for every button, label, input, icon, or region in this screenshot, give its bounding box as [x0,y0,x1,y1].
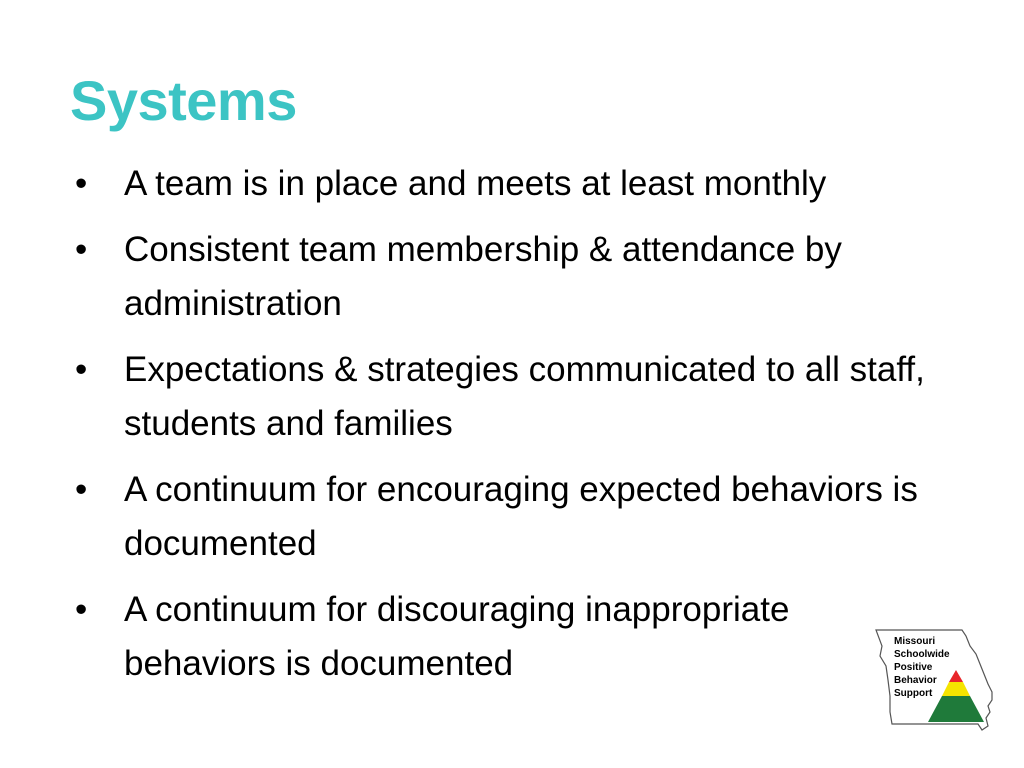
bullet-dot-icon: • [75,230,88,269]
mo-swpbs-logo [870,626,998,736]
logo-line: Positive [894,662,933,673]
bullet-text: A continuum for encouraging expected behaviors is documented [124,470,918,563]
bullet-item [70,157,950,211]
bullet-item [70,583,950,691]
logo-line: Support [894,688,933,699]
bullet-dot-icon: • [75,350,88,389]
slide-title: Systems [70,69,297,132]
logo-line: Schoolwide [894,649,950,660]
bullet-dot-icon: • [75,164,88,203]
bullet-item [70,223,950,331]
logo-line: Behavior [894,675,937,686]
logo-line: Missouri [894,636,936,647]
bullet-item [70,343,950,451]
bullet-text: Expectations & strategies communicated to all staff, students and families [124,350,925,443]
bullet-text: A team is in place and meets at least monthly [124,164,827,203]
bullet-text: Consistent team membership & attendance by administration [124,230,842,323]
bullet-text: A continuum for discouraging inappropriate behaviors is documented [124,590,790,683]
bullet-dot-icon: • [75,590,88,629]
bullet-list [70,157,950,703]
missouri-state-pyramid-icon [870,626,998,736]
bullet-dot-icon: • [75,470,88,509]
bullet-item [70,463,950,571]
